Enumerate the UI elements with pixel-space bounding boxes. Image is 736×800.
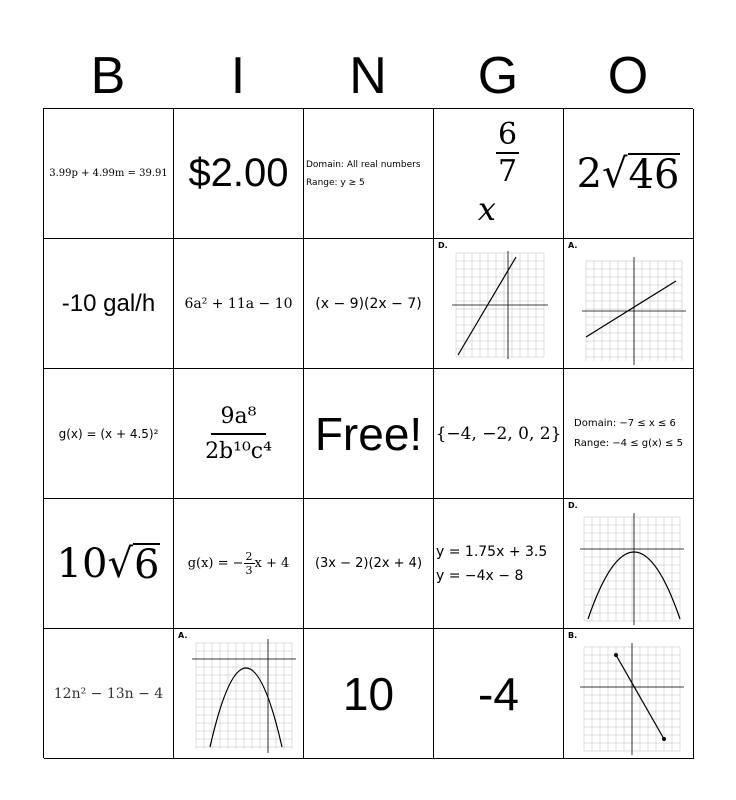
radical-coefficient: 2: [576, 150, 603, 197]
cell-text: 3.99p + 4.99m = 39.91: [49, 168, 168, 179]
slope-denominator: 3: [245, 564, 253, 577]
cell-text: 12n² − 13n − 4: [53, 685, 164, 702]
equation-2: y = −4x − 8: [436, 567, 524, 584]
cell-r1c2[interactable]: [304, 239, 434, 369]
line-graph: [434, 239, 564, 369]
parabola-graph: [174, 629, 304, 759]
cell-r0c3[interactable]: [434, 109, 564, 239]
cell-r2c3[interactable]: [434, 369, 564, 499]
radical-coefficient: 10: [56, 540, 108, 587]
domain-text: Domain: −7 ≤ x ≤ 6: [574, 417, 676, 429]
free-space[interactable]: [304, 369, 434, 499]
cell-r4c1[interactable]: [174, 629, 304, 759]
cell-text: 10: [342, 667, 395, 720]
radicand: 6: [133, 541, 160, 588]
cell-r4c4[interactable]: [564, 629, 694, 759]
cell-text: {−4, −2, 0, 2}: [435, 423, 562, 444]
header-letter-i: I: [230, 47, 246, 105]
cell-text: 6a² + 11a − 10: [184, 295, 293, 312]
cell-r3c1[interactable]: [174, 499, 304, 629]
cell-r0c4[interactable]: [564, 109, 694, 239]
radical-sign: √: [602, 150, 628, 197]
cell-text: g(x) = (x + 4.5)²: [58, 426, 159, 441]
equation-1: y = 1.75x + 3.5: [436, 543, 548, 560]
header-letter-n: N: [349, 47, 387, 105]
exponent-denominator: 7: [497, 154, 518, 189]
exponent-numerator: 6: [497, 117, 518, 152]
radical-sign: √: [107, 540, 133, 587]
cell-r0c1[interactable]: [174, 109, 304, 239]
cell-text: -4: [478, 667, 519, 720]
cell-text: (3x − 2)(2x + 4): [314, 556, 423, 571]
cell-r1c1[interactable]: [174, 239, 304, 369]
cell-r4c2[interactable]: [304, 629, 434, 759]
function-right: x + 4: [254, 556, 290, 571]
cell-r3c3[interactable]: [434, 499, 564, 629]
line-graph: [564, 239, 694, 369]
cell-text: Free!: [314, 407, 423, 460]
cell-r4c0[interactable]: [44, 629, 174, 759]
cell-text: -10 gal/h: [61, 289, 156, 317]
graph-label: D.: [438, 241, 448, 250]
slope-numerator: 2: [245, 550, 253, 563]
cell-r3c2[interactable]: [304, 499, 434, 629]
header-letter-g: G: [477, 47, 519, 105]
graph-label: B.: [568, 631, 578, 640]
range-text: Range: −4 ≤ g(x) ≤ 5: [574, 437, 683, 449]
graph-label: A.: [568, 241, 578, 250]
cell-r1c0[interactable]: [44, 239, 174, 369]
cell-r2c0[interactable]: [44, 369, 174, 499]
cell-r1c3[interactable]: [434, 239, 564, 369]
cell-r0c2[interactable]: [304, 109, 434, 239]
graph-label: D.: [568, 501, 578, 510]
graph-label: A.: [178, 631, 188, 640]
domain-text: Domain: All real numbers: [306, 159, 421, 170]
radicand: 46: [628, 151, 680, 198]
cell-r4c3[interactable]: [434, 629, 564, 759]
cell-r0c0[interactable]: [44, 109, 174, 239]
header-letter-o: O: [607, 47, 649, 105]
bingo-card: [43, 108, 693, 758]
header-letter-b: B: [90, 47, 126, 105]
fraction-numerator: 9a⁸: [211, 404, 267, 435]
function-left: g(x) = −: [187, 556, 244, 571]
cell-r2c1[interactable]: [174, 369, 304, 499]
cell-r3c0[interactable]: [44, 499, 174, 629]
power-base: x: [477, 190, 496, 228]
cell-r3c4[interactable]: [564, 499, 694, 629]
line-segment-graph: [564, 629, 694, 759]
parabola-graph: [564, 499, 694, 629]
range-text: Range: y ≥ 5: [306, 177, 365, 188]
cell-r2c4[interactable]: [564, 369, 694, 499]
fraction-denominator: 2b¹⁰c⁴: [205, 438, 272, 464]
cell-text: (x − 9)(2x − 7): [315, 295, 422, 312]
bingo-header: [43, 44, 693, 108]
cell-r1c4[interactable]: [564, 239, 694, 369]
cell-text: $2.00: [188, 151, 289, 195]
